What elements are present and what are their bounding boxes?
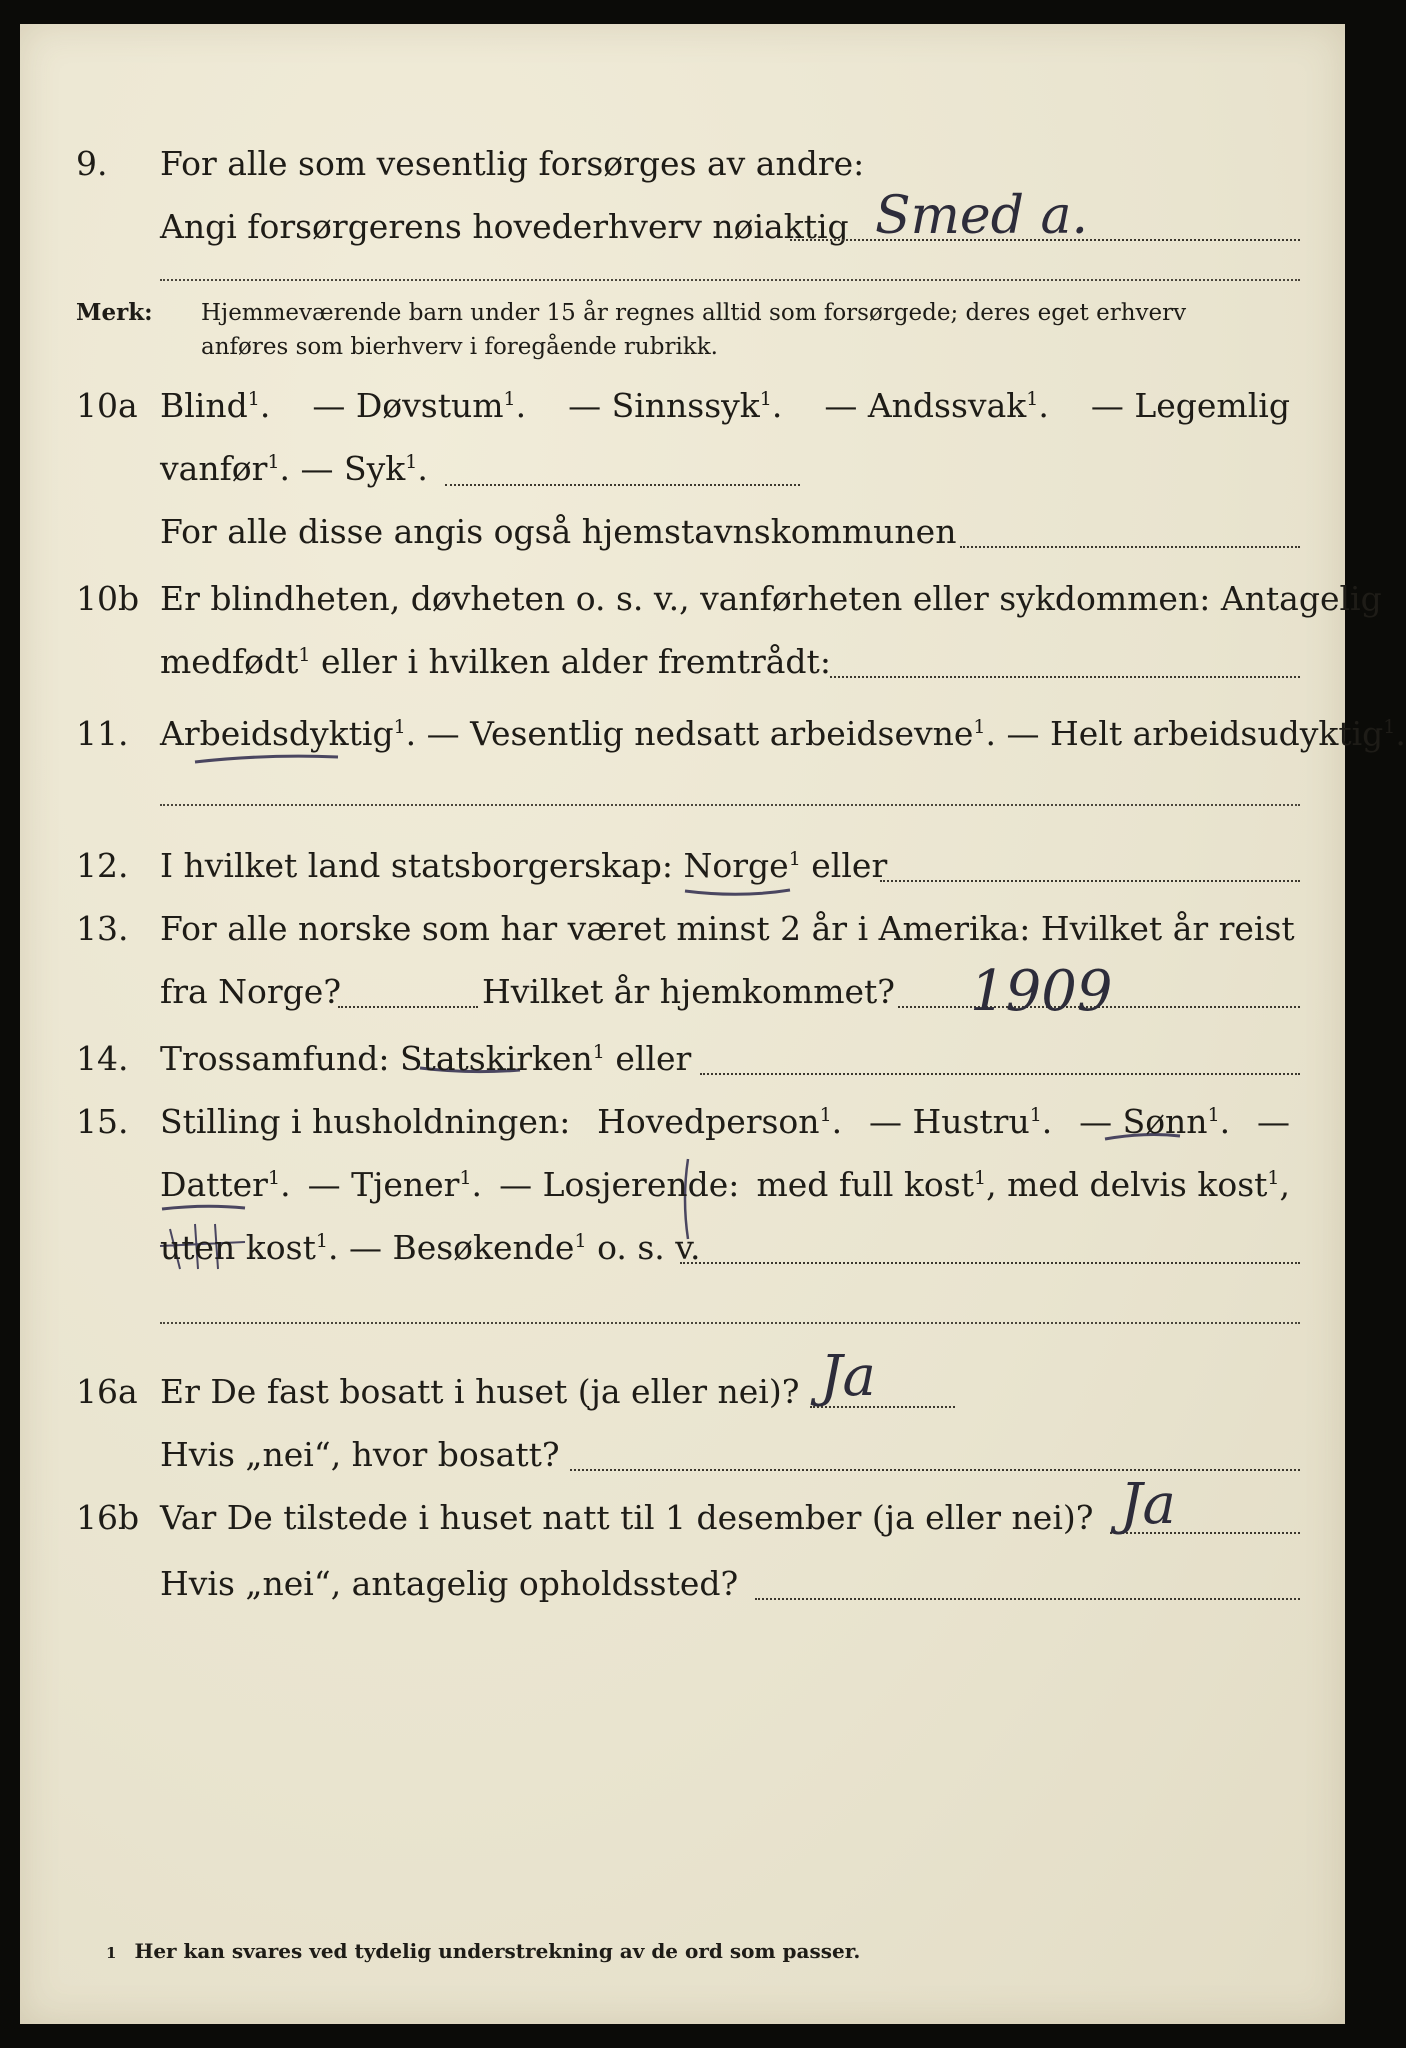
answer-line [570, 1469, 1300, 1471]
option-sinnssyk[interactable]: — Sinnssyk$^1$. [568, 386, 783, 425]
question-text: For alle som vesentlig forsørges av andre: [160, 144, 865, 183]
question-text: Var De tilstede i huset natt til 1 desember (ja eller nei)? [160, 1498, 1094, 1537]
option-hustru[interactable]: — Hustru$^1$. [868, 1102, 1053, 1141]
footnote-mark: 1 [106, 1944, 117, 1962]
option-vanfor[interactable]: vanfør$^1$. [160, 449, 291, 488]
option-syk[interactable]: — Syk$^1$. [300, 449, 428, 488]
note-text-line-2: anføres som bierhverv i foregående rubrikk. [201, 334, 718, 360]
question-text: Angi forsørgerens hovederhverv nøiaktig [160, 207, 849, 246]
question-text: Stilling i husholdningen: [160, 1102, 571, 1141]
question-text: Er blindheten, døvheten o. s. v., vanførheten eller sykdommen: Antagelig [160, 579, 1382, 618]
question-number: 11. [76, 714, 129, 753]
divider-line [160, 279, 1300, 281]
option-legemlig[interactable]: — Legemlig [1090, 386, 1290, 425]
question-options [160, 1165, 1290, 1205]
question-number: 16a [76, 1372, 138, 1411]
divider-line [160, 804, 1300, 806]
question-text: eller i hvilken alder fremtrådt: [321, 642, 831, 681]
question-options [160, 386, 1290, 426]
option-besokende[interactable]: — Besøkende$^1$ [348, 1228, 587, 1267]
question-number: 12. [76, 846, 129, 885]
note-text-line-1: Hjemmeværende barn under 15 år regnes alltid som forsørgede; deres eget erhverv [201, 300, 1187, 326]
answer-line [960, 546, 1300, 548]
handwritten-answer-bosatt: Ja [820, 1344, 876, 1409]
question-text: eller [615, 1039, 692, 1078]
question-text: I hvilket land statsborgerskap: [160, 846, 674, 885]
answer-line [830, 676, 1300, 678]
answer-line [700, 1073, 1300, 1075]
option-full-kost[interactable]: med full kost$^1$, med delvis kost$^1$, [756, 1165, 1290, 1204]
question-options [160, 846, 887, 886]
question-text: Trossamfund: [160, 1039, 390, 1078]
question-number: 9. [76, 144, 108, 183]
handwritten-answer-tilstede: Ja [1120, 1472, 1176, 1537]
answer-line [755, 1598, 1300, 1600]
answer-line [338, 1006, 478, 1008]
answer-line [680, 1262, 1300, 1264]
question-text: For alle norske som har været minst 2 år i Amerika: Hvilket år reist [160, 909, 1295, 948]
question-text: Hvilket år hjemkommet? [482, 972, 895, 1011]
question-number: 15. [76, 1102, 129, 1141]
option-andssvak[interactable]: — Andssvak$^1$. [824, 386, 1049, 425]
question-text: eller [811, 846, 888, 885]
question-options [160, 1102, 1290, 1142]
question-text: Hvis „nei“, antagelig opholdssted? [160, 1564, 739, 1603]
question-text: Hvis „nei“, hvor bosatt? [160, 1435, 560, 1474]
option-uten-kost[interactable]: uten kost$^1$. [160, 1228, 339, 1267]
option-nedsatt-arbeidsevne[interactable]: — Vesentlig nedsatt arbeidsevne$^1$. [426, 714, 996, 753]
question-number: 10b [76, 579, 140, 618]
divider-line [160, 1322, 1300, 1324]
footnote [106, 1939, 860, 1963]
question-options [160, 1039, 691, 1079]
answer-line [880, 880, 1300, 882]
option-statskirken[interactable]: Statskirken$^1$ [399, 1039, 605, 1078]
option-arbeidsdyktig[interactable]: Arbeidsdyktig$^1$. [160, 714, 417, 753]
option-medfodt[interactable]: medfødt$^1$ [160, 642, 311, 681]
census-form-page [20, 24, 1406, 2024]
option-arbeidsudyktig[interactable]: — Helt arbeidsudyktig$^1$. [1006, 714, 1406, 753]
question-options [160, 642, 831, 682]
question-text: o. s. v. [597, 1228, 701, 1267]
handwritten-answer-year: 1909 [970, 959, 1113, 1024]
question-text: — [1256, 1102, 1290, 1141]
question-number: 10a [76, 386, 138, 425]
question-text: For alle disse angis også hjemstavnskommunen [160, 512, 957, 551]
question-text: fra Norge? [160, 972, 342, 1011]
question-text: Er De fast bosatt i huset (ja eller nei)? [160, 1372, 800, 1411]
question-options [160, 449, 428, 489]
question-options [160, 1228, 700, 1268]
option-sonn[interactable]: — Sønn$^1$. [1079, 1102, 1231, 1141]
option-dovstum[interactable]: — Døvstum$^1$. [312, 386, 527, 425]
question-number: 13. [76, 909, 129, 948]
question-options [160, 714, 1406, 754]
note-label: Merk: [76, 299, 153, 326]
handwritten-answer-occupation: Smed a. [875, 186, 1089, 246]
option-hovedperson[interactable]: Hovedperson$^1$. [597, 1102, 843, 1141]
question-number: 14. [76, 1039, 129, 1078]
answer-line [445, 484, 800, 486]
question-number: 16b [76, 1498, 140, 1537]
option-tjener[interactable]: — Tjener$^1$. [307, 1165, 483, 1204]
option-norge[interactable]: Norge$^1$ [683, 846, 801, 885]
footnote-text: Her kan svares ved tydelig understrekning av de ord som passer. [134, 1939, 861, 1963]
option-losjerende[interactable]: — Losjerende: [499, 1165, 740, 1204]
option-blind[interactable]: Blind$^1$. [160, 386, 271, 425]
option-datter[interactable]: Datter$^1$. [160, 1165, 291, 1204]
